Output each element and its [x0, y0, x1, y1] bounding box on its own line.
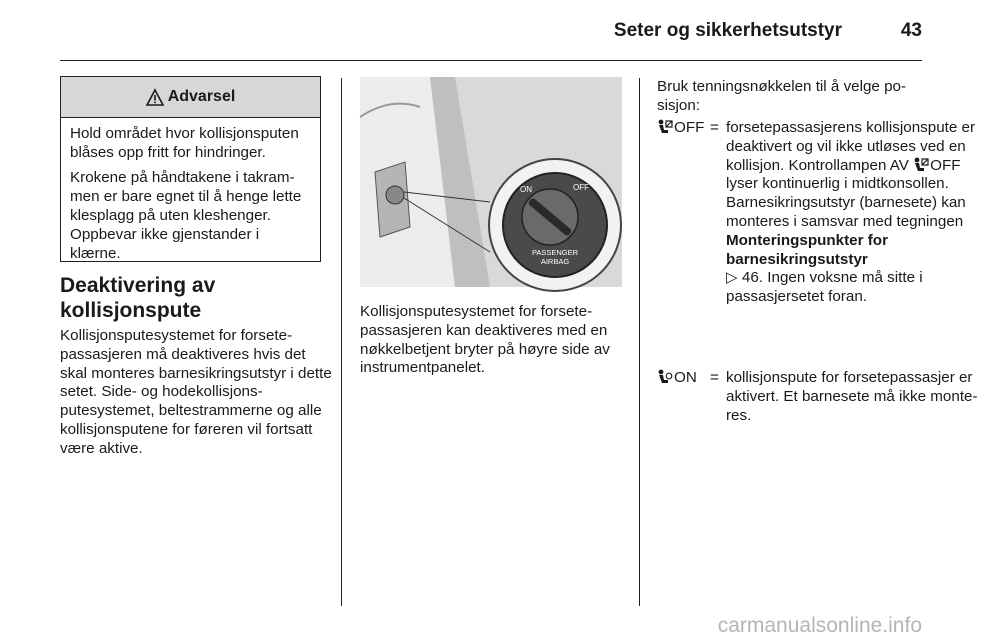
off-term-text: OFF [674, 119, 705, 136]
airbag-switch-illustration [360, 77, 622, 287]
on-equals: = [710, 369, 719, 386]
on-description: kollisjonspute for forsetepassasjer er aktivert. Et barnesete må ikke monteres. [726, 369, 978, 424]
warning-box [60, 76, 321, 262]
warning-paragraph: Hold området hvor kollisjonsputen blåses opp fritt for hindringer. [70, 125, 299, 161]
warning-triangle-icon [146, 89, 164, 106]
warning-title: Advarsel [167, 88, 236, 105]
warning-body [61, 118, 320, 263]
section-title: Deaktivering av kollisjonspute [60, 274, 216, 322]
header-rule [60, 60, 922, 61]
passenger-airbag-off-icon [657, 119, 674, 134]
section-body: Kollisjonsputesystemet for forsetepassasjeren må deaktiveres hvis det skal monteres barnesikringsutstyr i dette setet. Side- og hodekollisjonsputesystemet, beltestrammerne og alle kollisjonsputene for føreren vil fortsatt være aktive. [60, 327, 332, 457]
watermark: carmanualsonline.info [717, 614, 922, 637]
switch-on-label: ON [520, 185, 532, 194]
warning-header [61, 77, 320, 118]
on-term-text: ON [674, 369, 697, 386]
off-desc-part2: OFF lyser kontinuerlig i midtkonsollen. Barnesikringsutstyr (barnesete) kan monteres i samsvar med tegningen [726, 156, 966, 230]
passenger-airbag-off-icon [913, 157, 930, 172]
page-number: 43 [900, 20, 922, 41]
page-ref-number[interactable]: 46 [741, 269, 759, 287]
page-header [0, 0, 960, 62]
airbag-switch-figure [360, 77, 622, 287]
on-term [657, 369, 697, 388]
column-divider-right [639, 78, 640, 606]
off-description: forsetepassasjerens kollisjonspute er deaktivert og vil ikke utløses ved en kollisjon. Kontrollampen AV OFF lyser kontinuerlig i midtkonsollen. Barnesikringsutstyr (barnesete) kan monteres i samsvar med tegningen Monteringspunkter for barnesikringsutstyr ▷ 46. Ingen voksne må sitte i passasjersetet foran. [726, 119, 976, 306]
off-desc-part3: Ingen voksne må sitte i passasjersetet foran. [726, 269, 923, 306]
right-intro: Bruk tenningsnøkkelen til å velge posisjon: [657, 78, 907, 114]
column-divider-left [341, 78, 342, 606]
page-ref-icon: ▷ [726, 269, 738, 287]
off-equals: = [710, 119, 719, 136]
switch-off-label: OFF [573, 183, 589, 192]
switch-airbag-label: AIRBAG [540, 257, 570, 266]
passenger-airbag-on-icon [657, 369, 674, 384]
off-desc-part1: forsetepassasjerens kollisjonspute er deaktivert og vil ikke utløses ved en kollisjon. Kontrollampen AV [726, 119, 976, 174]
header-title: Seter og sikkerhetsutstyr [613, 20, 842, 41]
cross-reference-link[interactable]: Monteringspunkter for barnesikringsutstyr [726, 231, 888, 268]
warning-paragraph: Krokene på håndtakene i takrammen er bare egnet til å henge lette klesplagg på uten kleshenger. Oppbevar ikke gjenstander i klærne. [70, 169, 302, 262]
figure-caption: Kollisjonsputesystemet for forsetepassasjeren kan deaktiveres med en nøkkelbetjent bryter på høyre side av instrumentpanelet. [360, 303, 610, 377]
switch-passenger-label: PASSENGER [531, 248, 579, 257]
off-term [657, 119, 704, 138]
